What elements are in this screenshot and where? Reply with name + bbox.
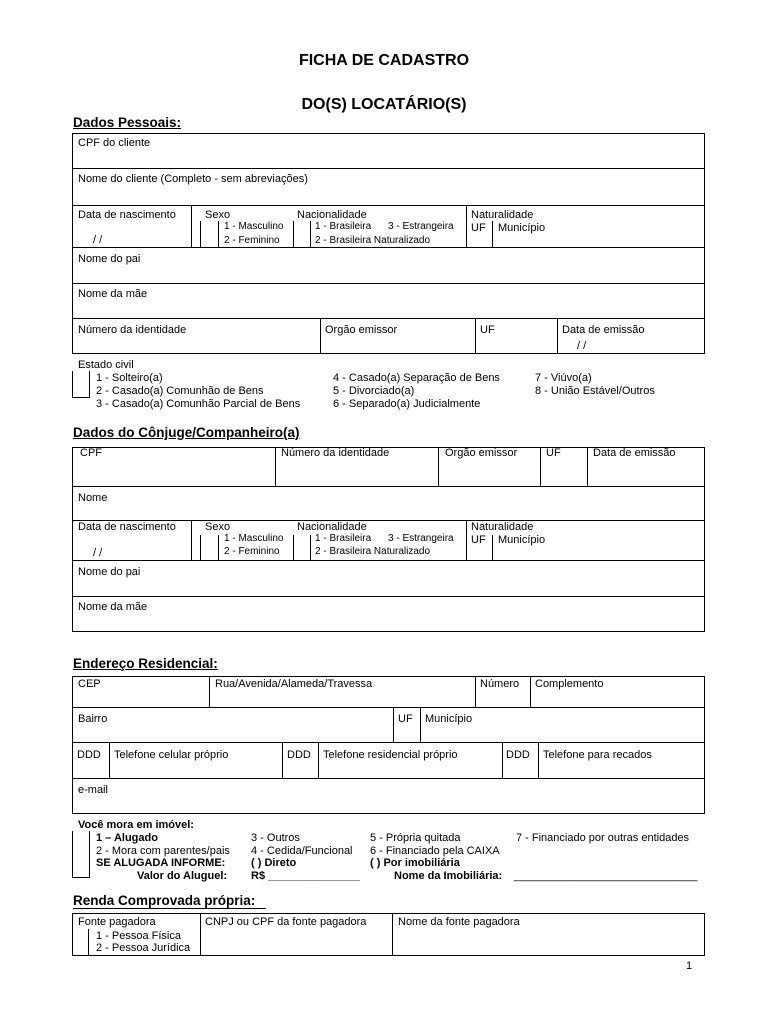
nome-mae-field[interactable]: Nome da mãe: [78, 288, 148, 300]
section-dados-pessoais: Dados Pessoais:: [73, 115, 182, 130]
conjuge-municipio-field[interactable]: Município: [498, 534, 546, 546]
municipio-field[interactable]: Município: [498, 222, 546, 234]
section-endereco: Endereço Residencial:: [73, 656, 218, 671]
endereco-municipio-field[interactable]: Município: [425, 713, 473, 725]
renda-heading-underline: [73, 908, 266, 909]
ddd-residencial-field[interactable]: DDD: [287, 749, 311, 761]
estado-civil-label: Estado civil: [78, 359, 134, 371]
ec-option-4: 4 - Casado(a) Separação de Bens: [333, 372, 500, 384]
fonte-pagadora-checkbox[interactable]: [73, 929, 88, 954]
cnpj-cpf-fonte-field[interactable]: CNPJ ou CPF da fonte pagadora: [205, 916, 367, 928]
mora-option-6: 6 - Financiado pela CAIXA: [370, 845, 500, 857]
nome-imobiliaria-field[interactable]: ______________________________: [514, 870, 698, 882]
email-field[interactable]: e-mail: [78, 784, 108, 796]
date-slashes: / /: [93, 234, 103, 246]
form-subtitle: DO(S) LOCATÁRIO(S): [301, 96, 467, 113]
ec-option-5: 5 - Divorciado(a): [333, 385, 415, 397]
nacionalidade-checkbox[interactable]: [294, 223, 309, 246]
conjuge-data-nascimento-field[interactable]: Data de nascimento: [78, 521, 176, 533]
ec-option-6: 6 - Separado(a) Judicialmente: [333, 398, 481, 410]
telefone-recados-field[interactable]: Telefone para recados: [543, 749, 652, 761]
ddd-recados-field[interactable]: DDD: [506, 749, 530, 761]
mora-option-1: 1 – Alugado: [96, 832, 158, 844]
mora-option-4: 4 - Cedida/Funcional: [251, 845, 353, 857]
nacionalidade-label: Nacionalidade: [297, 209, 367, 221]
sexo-checkbox[interactable]: [201, 223, 217, 246]
cpf-cliente-field[interactable]: CPF do cliente: [78, 137, 151, 149]
mora-option-7: 7 - Financiado por outras entidades: [516, 832, 690, 844]
estado-civil-checkbox[interactable]: [72, 371, 90, 398]
conjuge-nacionalidade-checkbox[interactable]: [294, 537, 309, 559]
valor-aluguel-field[interactable]: R$ _______________: [251, 870, 360, 882]
orgao-emissor-field[interactable]: Orgão emissor: [325, 324, 398, 336]
conjuge-nac-estrangeira: 3 - Estrangeira: [388, 533, 454, 544]
mora-option-5: 5 - Própria quitada: [370, 832, 461, 844]
telefone-residencial-field[interactable]: Telefone residencial próprio: [323, 749, 458, 761]
nac-option-naturalizado: 2 - Brasileira Naturalizado: [315, 235, 431, 246]
conjuge-emissao-field[interactable]: Data de emissão: [593, 447, 676, 459]
complemento-field[interactable]: Complemento: [535, 678, 604, 690]
uf-field[interactable]: UF: [471, 222, 486, 234]
ddd-celular-field[interactable]: DDD: [77, 749, 101, 761]
conjuge-cpf-field[interactable]: CPF: [80, 447, 102, 459]
form-title: FICHA DE CADASTRO: [298, 52, 470, 69]
nome-fonte-field[interactable]: Nome da fonte pagadora: [398, 916, 520, 928]
mora-imovel-label: Você mora em imóvel:: [78, 819, 194, 831]
section-renda: Renda Comprovada própria:: [73, 893, 256, 908]
conjuge-uf-field[interactable]: UF: [546, 447, 561, 459]
nac-option-brasileira: 1 - Brasileira: [315, 221, 372, 232]
conjuge-nac-brasileira: 1 - Brasileira: [315, 533, 372, 544]
ec-option-1: 1 - Solteiro(a): [96, 372, 163, 384]
conjuge-date-slashes: / /: [93, 547, 103, 559]
conjuge-sexo-feminino: 2 - Feminino: [224, 546, 280, 557]
section-conjuge: Dados do Cônjuge/Companheiro(a): [73, 425, 300, 440]
uf-identidade-field[interactable]: UF: [480, 324, 495, 336]
emissao-date-slashes: / /: [577, 340, 587, 352]
conjuge-nome-field[interactable]: Nome: [78, 492, 108, 504]
telefone-celular-field[interactable]: Telefone celular próprio: [114, 749, 229, 761]
sexo-option-masculino: 1 - Masculino: [224, 221, 284, 232]
conjuge-sexo-label: Sexo: [205, 521, 231, 533]
conjuge-orgao-field[interactable]: Orgão emissor: [445, 447, 518, 459]
rua-field[interactable]: Rua/Avenida/Alameda/Travessa: [215, 678, 373, 690]
renda-option-pj: 2 - Pessoa Jurídica: [96, 942, 191, 954]
nome-imobiliaria-label: Nome da Imobiliária:: [394, 870, 503, 882]
identidade-field[interactable]: Número da identidade: [78, 324, 187, 336]
nome-cliente-field[interactable]: Nome do cliente (Completo - sem abreviações): [78, 173, 308, 185]
conjuge-nome-mae-field[interactable]: Nome da mãe: [78, 601, 148, 613]
conjuge-nacionalidade-label: Nacionalidade: [297, 521, 367, 533]
renda-option-pf: 1 - Pessoa Física: [96, 930, 181, 942]
ec-option-8: 8 - União Estável/Outros: [535, 385, 655, 397]
mora-option-3: 3 - Outros: [251, 832, 300, 844]
fonte-pagadora-label: Fonte pagadora: [78, 916, 156, 928]
conjuge-sexo-masculino: 1 - Masculino: [224, 533, 284, 544]
mora-option-2: 2 - Mora com parentes/pais: [96, 845, 230, 857]
conjuge-nac-naturalizado: 2 - Brasileira Naturalizado: [315, 546, 431, 557]
conjuge-nat-uf-field[interactable]: UF: [471, 534, 486, 546]
se-alugada-label: SE ALUGADA INFORME:: [96, 857, 226, 869]
nome-pai-field[interactable]: Nome do pai: [78, 253, 141, 265]
ec-option-2: 2 - Casado(a) Comunhão de Bens: [96, 385, 264, 397]
page-number: 1: [686, 960, 693, 972]
conjuge-identidade-field[interactable]: Número da identidade: [281, 447, 390, 459]
conjuge-naturalidade-label: Naturalidade: [471, 521, 534, 533]
nac-option-estrangeira: 3 - Estrangeira: [388, 221, 454, 232]
data-emissao-field[interactable]: Data de emissão: [562, 324, 645, 336]
naturalidade-label: Naturalidade: [471, 209, 534, 221]
valor-aluguel-label: Valor do Aluguel:: [137, 870, 228, 882]
aluguel-direto-option[interactable]: ( ) Direto: [251, 857, 297, 869]
aluguel-imobiliaria-option[interactable]: ( ) Por imobiliária: [370, 857, 460, 869]
numero-field[interactable]: Número: [480, 678, 520, 690]
data-nascimento-field[interactable]: Data de nascimento: [78, 209, 176, 221]
ec-option-7: 7 - Viúvo(a): [535, 372, 592, 384]
endereco-uf-field[interactable]: UF: [398, 713, 413, 725]
ec-option-3: 3 - Casado(a) Comunhão Parcial de Bens: [96, 398, 301, 410]
cep-field[interactable]: CEP: [78, 678, 101, 690]
mora-imovel-checkbox[interactable]: [72, 831, 90, 878]
conjuge-nome-pai-field[interactable]: Nome do pai: [78, 566, 141, 578]
conjuge-sexo-checkbox[interactable]: [201, 537, 217, 559]
bairro-field[interactable]: Bairro: [78, 713, 108, 725]
sexo-label: Sexo: [205, 209, 231, 221]
sexo-option-feminino: 2 - Feminino: [224, 235, 280, 246]
